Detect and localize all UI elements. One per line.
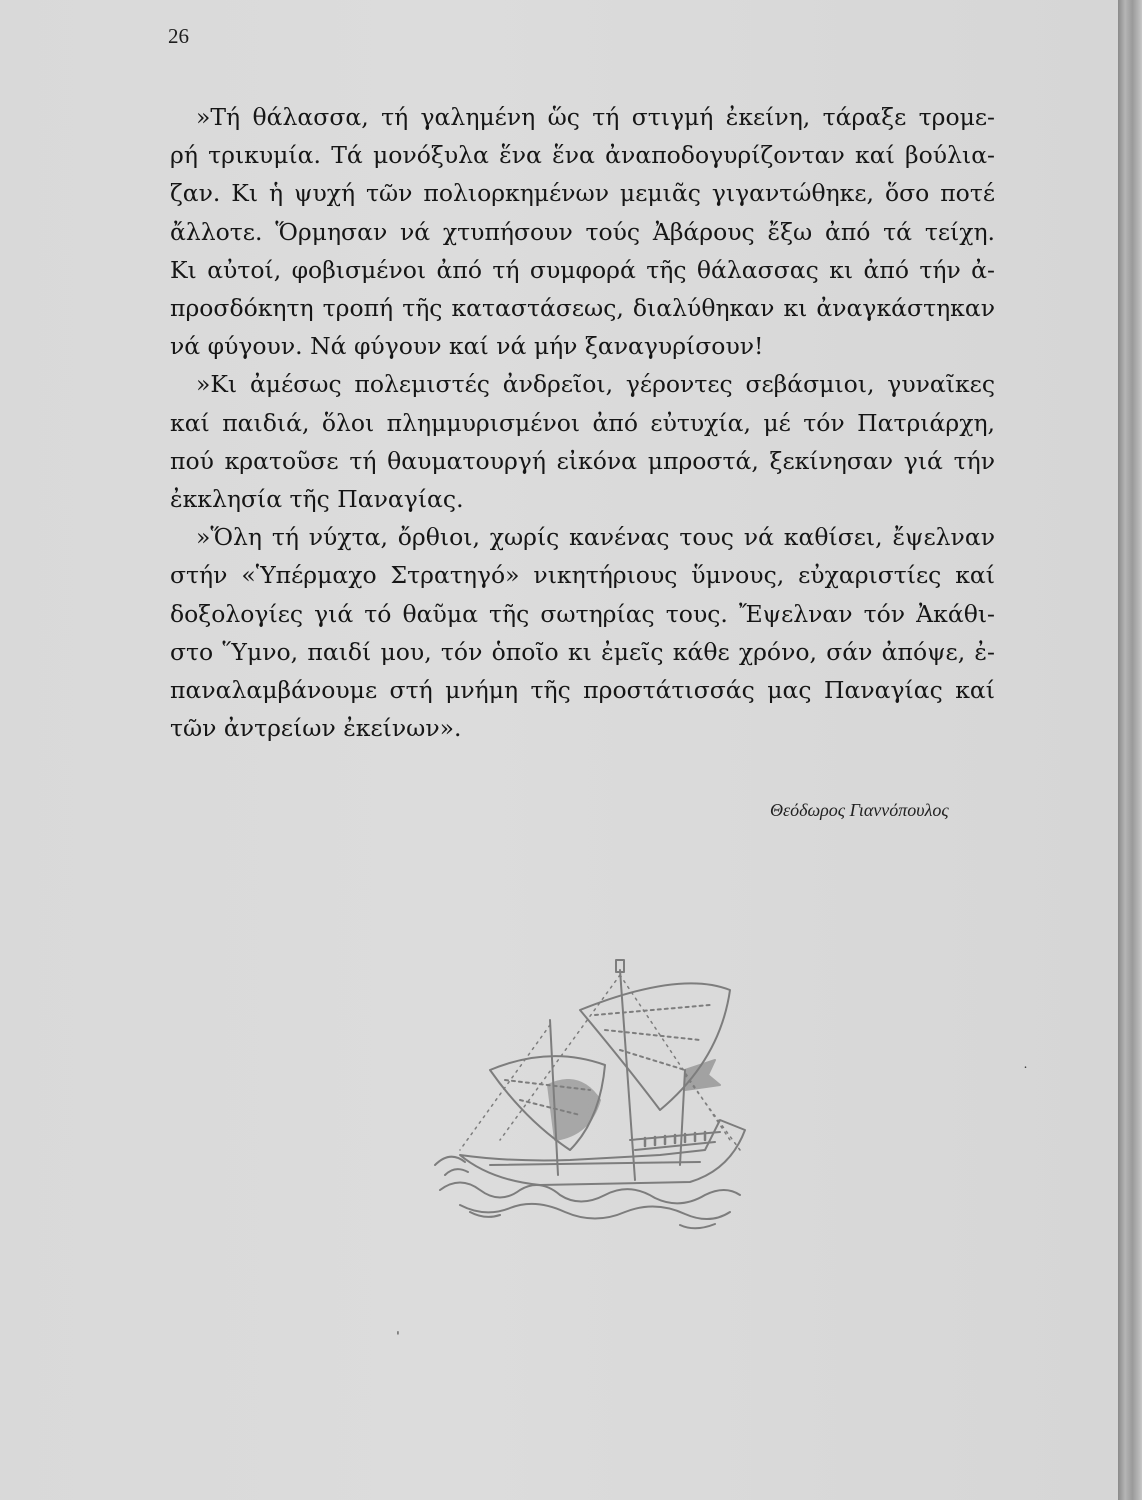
text-line: ἐκκλησία τῆς Παναγίας. — [170, 485, 464, 514]
text-line: καί παιδιά, ὅλοι πλημμυρισμένοι ἀπό εὐτυχία, μέ τόν Πατριάρχη, — [170, 408, 995, 437]
author-signature: Θεόδωρος Γιαννόπουλος — [770, 800, 949, 820]
paragraph-3 — [170, 518, 995, 747]
text-line: ρή τρικυμία. Τά μονόξυλα ἕνα ἕνα ἀναποδογυρίζονταν καί βούλια- — [170, 141, 995, 170]
text-line: στο Ὕμνο, παιδί μου, τόν ὁποῖο κι ἐμεῖς κάθε χρόνο, σάν ἀπόψε, ἐ- — [170, 637, 995, 666]
text-line: ἄλλοτε. Ὅρμησαν νά χτυπήσουν τούς Ἀβάρους ἔξω ἀπό τά τείχη. — [170, 217, 995, 246]
text-line: ζαν. Κι ἡ ψυχή τῶν πολιορκημένων μεμιᾶς γιγαντώθηκε, ὅσο ποτέ — [170, 179, 995, 208]
body-text — [170, 98, 995, 747]
text-line: τῶν ἀντρείων ἐκείνων». — [170, 714, 462, 743]
text-line: »Ὅλη τή νύχτα, ὄρθιοι, χωρίς κανένας τους νά καθίσει, ἔψελναν — [196, 523, 995, 552]
text-line: δοξολογίες γιά τό θαῦμα τῆς σωτηρίας τους. Ἔψελναν τόν Ἀκάθι- — [170, 599, 995, 628]
text-line: προσδόκητη τροπή τῆς καταστάσεως, διαλύθηκαν κι ἀναγκάστηκαν — [170, 294, 995, 323]
ink-speck: ˙ — [1022, 1065, 1029, 1081]
text-line: »Τή θάλασσα, τή γαλημένη ὥς τή στιγμή ἐκείνη, τάραξε τρομε- — [196, 103, 995, 131]
paragraph-1 — [170, 98, 995, 365]
text-line: πού κρατοῦσε τή θαυματουργή εἰκόνα μπροστά, ξεκίνησαν γιά τήν — [170, 446, 995, 475]
page-number: 26 — [168, 24, 189, 48]
ink-speck: ˈ — [396, 1330, 400, 1346]
text-line: στήν «Ὑπέρμαχο Στρατηγό» νικητήριους ὕμνους, εὐχαριστίες καί — [170, 561, 995, 590]
text-line: νά φύγουν. Νά φύγουν καί νά μήν ξαναγυρίσουν! — [170, 332, 764, 361]
sailing-ship-illustration — [430, 950, 750, 1240]
text-line: παναλαμβάνουμε στή μνήμη τῆς προστάτισσάς μας Παναγίας καί — [170, 676, 995, 705]
text-line: Κι αὐτοί, φοβισμένοι ἀπό τή συμφορά τῆς θάλασσας κι ἀπό τήν ἀ- — [170, 255, 995, 284]
paragraph-2 — [170, 365, 995, 518]
page-edge — [1118, 0, 1142, 1500]
text-line: »Κι ἀμέσως πολεμιστές ἀνδρεῖοι, γέροντες σεβάσμιοι, γυναῖκες — [196, 370, 995, 399]
